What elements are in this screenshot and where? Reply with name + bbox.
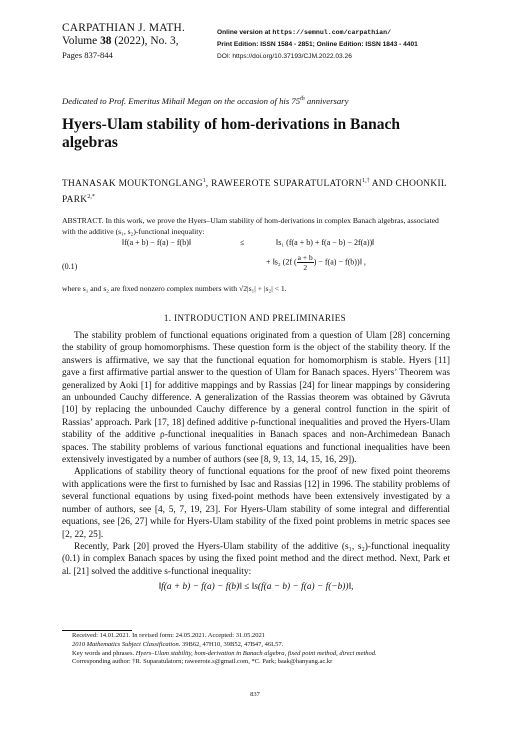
author-list: THANASAK MOUKTONGLANG$^1$, RAWEEROTE $SUPARATULATORN^{1,\dagger}$ AND CHOONKIL $PARK^{2,*}$ (62, 178, 447, 206)
msc-classification: 2010 Mathematics Subject Classification. 39B62, 47H10, 39B52, 47B47, 46L57. (72, 640, 284, 648)
journal-url[interactable]: https://semnul.com/carpathian/ (272, 29, 392, 36)
equation-lhs: ‖f(a + b) − f(a) − f(b)‖ (122, 238, 192, 247)
issn-line: Print Edition: ISSN 1584 - 2851; Online Edition: ISSN 1843 - 4401 (217, 41, 418, 49)
author-2: RAWEEROTE SUPARATULATORN (211, 179, 363, 190)
abstract-label: ABSTRACT. (62, 216, 104, 225)
journal-header (62, 22, 212, 61)
section-heading: 1. INTRODUCTION AND PRELIMINARIES (163, 313, 347, 323)
equation-0-1 (62, 236, 450, 284)
abstract-condition: where s₁ and s₂ are fixed nonzero complex numbers with √2|s₁| + |s₂| < 1. (62, 284, 287, 293)
paragraph-3: Recently, Park [20] proved the Hyers-Ulam stability of the additive (s₁, s₂)-functional inequality (0.1) in complex Banach spaces by using the fixed point method and the direct method. Next, Park et al. [21] solved the additive s-functional inequality: (62, 541, 450, 577)
journal-pages: Pages 837-844 (62, 50, 113, 60)
abstract-text: In this work, we prove the Hyers–Ulam stability of hom-derivations in complex Banach algebras, associated with the additive (s₁, s₂)-functional inequality: (62, 216, 439, 236)
body-text (62, 330, 450, 597)
received-dates: Received: 14.01.2021. In revised form: 24.05.2021. Accepted: 31.05.2021 (72, 632, 265, 639)
paragraph-1: The stability problem of functional equations originated from a question of Ulam [28] concerning the stability of group homomorphisms. These question form is the object of the stability theory. If the answers is affirmative, we say that the functional equation for homomorphism is stable. Hyers [11] gave a first affirmative partial answer to the question of Ulam for Banach spaces. Hyers’ Theorem was generalized by Aoki [1] for additive mappings and by Rassias [24] for linear mappings by considering an unbounded Cauchy difference. A generalization of the Rassias theorem was obtained by Găvruta [10] by replacing the unbounded Cauchy difference by a general control function in the spirit of Rassias’ approach. Park [17, 18] defined additive ρ-functional inequalities and proved the Hyers-Ulam stability of the additive ρ-functional inequalities in Banach spaces and non-Archimedean Banach spaces. The stability problems of various functional equations and functional inequalities have been extensively investigated by a number of authors (see [8, 9, 13, 14, 15, 16, 29]). (62, 331, 450, 466)
keywords: Key words and phrases. Hyers–Ulam stability, hom-derivation in Banach algebra, fixed point method, direct method. (72, 649, 377, 657)
dedication: Dedicated to Prof. Emeritus Mihail Megan on the occasion of his 75th anniversary (62, 96, 349, 106)
footnote-rule (62, 630, 132, 631)
equation-rhs-line1: ‖s₁ (f(a + b) + f(a − b) − 2f(a))‖ (276, 238, 375, 247)
abstract (62, 215, 450, 237)
footnotes (72, 632, 462, 667)
doi-line[interactable]: DOI: https://doi.org/10.37193/CJM.2022.03.26 (217, 53, 352, 61)
author-3: CHOONKIL PARK (62, 179, 447, 206)
corresponding-author: Corresponding author: †R. Suparatulatorn; raweerote.s@gmail.com, *C. Park; baak@hanyang.ac.kr (72, 658, 333, 666)
paper-title: Hyers-Ulam stability of hom-derivations in Banach algebras (62, 116, 400, 151)
page-number: 837 (250, 691, 260, 698)
equation-fraction: $\frac{a + b}{2}$ (297, 253, 313, 272)
equation-rhs-line2: + ‖s₂ (2f ( $\frac{a + b}{2}$ ) − f(a) − f(b))‖ , (266, 253, 366, 272)
display-equation: ‖f(a + b) − f(a) − f(b)‖ ≤ ‖s(f(a − b) − f(a) − f(−b))‖, (158, 582, 354, 593)
paragraph-2: Applications of stability theory of functional equations for the proof of new fixed point theorems with applications were the first to furnished by Isac and Rassias [12] in 1996. The stability problems of several functional equations by using fixed-point methods have been extensively investigated by a number of authors, see [4, 5, 7, 19, 23]. For Hyers-Ulam stability of some integral and differential equations, see [26, 27] while for Hyers-Ulam stability of the fixed point problems in metric spaces see [2, 22, 25]. (62, 467, 450, 540)
journal-name: CARPATHIAN J. MATH. (62, 22, 185, 34)
equation-relation: ≤ (240, 238, 245, 247)
journal-volume: Volume 38 (2022), No. 3, (62, 35, 179, 47)
online-version: Online version at https://semnul.com/carpathian/ (217, 29, 392, 36)
journal-info (217, 27, 462, 64)
author-1: THANASAK MOUKTONGLANG (62, 179, 203, 190)
equation-number: (0.1) (62, 262, 78, 271)
